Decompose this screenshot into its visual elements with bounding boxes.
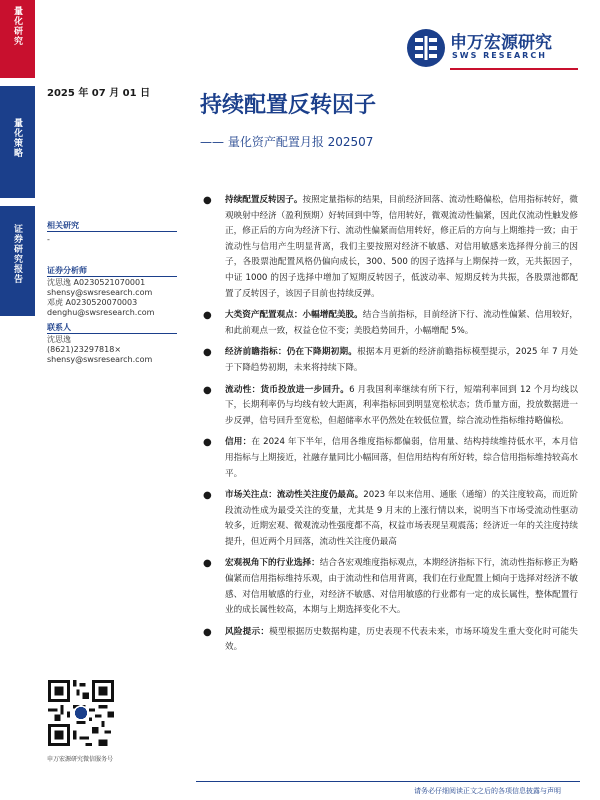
strip-segment-report-type xyxy=(0,206,35,316)
strip-segment-quant-strategy xyxy=(0,86,35,198)
analyst-line[interactable]: denghu@swsresearch.com xyxy=(47,308,155,317)
bullet-body: 在 2024 年下半年，信用各维度指标都偏弱，信用量、结构持续维持低水平，本月信用指标与上期接近，社融存量同比小幅回落，但信用结构有所好转，综合信用指标维持较高水平。 xyxy=(225,437,578,479)
related-research-value: - xyxy=(47,235,50,244)
contact-line: (8621)23297818× xyxy=(47,345,122,354)
bullet-head: 信用： xyxy=(225,437,252,448)
analyst-line: 沈思逸 A0230521070001 xyxy=(47,278,146,287)
side-strip xyxy=(0,0,35,800)
bullet-icon: ● xyxy=(203,490,212,502)
analyst-line[interactable]: shensy@swsresearch.com xyxy=(47,288,153,297)
contact-heading: 联系人 xyxy=(47,323,71,332)
bullet-body: 6 月我国利率继续有所下行，短端利率回到 12 个月均线以下，长期利率仍与均线有较大距离，利率指标回到明显宽松状态；货币量方面，投放数据进一步反弹，信号回升至宽松，但超储率水平仍然处在较低位置，综合流动性指标维持略偏松。 xyxy=(225,384,578,426)
summary-bullets xyxy=(202,193,578,662)
contact-line[interactable]: shensy@swsresearch.com xyxy=(47,355,153,364)
report-date: 2025 年 07 月 01 日 xyxy=(47,88,151,99)
bullet-item xyxy=(202,383,578,430)
logo-mark-icon xyxy=(406,28,446,68)
bullet-body: 2023 年以来信用、通胀（通缩）的关注度较高，而近阶段流动性成为最受关注的变量，尤其是 9 月末的上涨行情以来，说明当下市场受流动性驱动较多，近期宏观、微观流动性强度都不高，权益市场表现呈观震荡；经济近一年的关注度持续提升，但近两个月回落，流动性关注度仍最高 xyxy=(225,490,578,547)
logo-underline xyxy=(450,68,578,70)
divider xyxy=(47,333,177,334)
bullet-item xyxy=(202,556,578,618)
bullet-body: 按照定量指标的结果，目前经济回落、流动性略偏松，信用指标转好，微观映射中经济（盈利预期）好转回到中等，信用转好，微观流动性偏紧，因此仅流动性触发修正，修正后的方向为经济下行、流动性偏紧而信用转好，修正后的方向与上期维持一致；由于流动性与信用产生明显背离，我们主要按照对经济不敏感、对信用敏感来选择得分前三的因子，各股票池配置风格仍偏向成长，300、500 的因子选择与上期保持一致，无共振因子，中证 1000 的因子选择中增加了短期反转因子，低波动率、短期反转为共振，各股票池都配置了反转因子，该因子目前也持续反弹。 xyxy=(225,195,578,299)
strip-segment-quant-research xyxy=(0,0,35,78)
analyst-heading: 证券分析师 xyxy=(47,266,87,275)
disclaimer-footer[interactable]: 请务必仔细阅读正文之后的各项信息披露与声明 xyxy=(414,787,561,795)
report-title: 持续配置反转因子 xyxy=(200,93,377,118)
related-research-heading: 相关研究 xyxy=(47,221,79,230)
bullet-item xyxy=(202,345,578,376)
bullet-body: 模型根据历史数据构建，历史表现不代表未来，市场环境发生重大变化时可能失效。 xyxy=(225,626,578,653)
bullet-icon: ● xyxy=(203,310,212,322)
divider xyxy=(47,231,177,232)
footer-divider xyxy=(196,781,580,782)
contact-line: 沈思逸 xyxy=(47,335,71,344)
bullet-body: 结合当前指标，目前经济下行、流动性偏紧、信用较好，和此前观点一致，权益仓位不变；美股趋势回升，小幅增配 5%。 xyxy=(225,310,578,336)
report-subtitle: —— 量化资产配置月报 202507 xyxy=(200,135,374,149)
bullet-body: 结合各宏观维度指标观点，本期经济指标下行，流动性指标修正为略偏紧而信用指标维持乐观，由于流动性和信用背离，我们在行业配置上倾向于选择对经济不敏感、对信用敏感的行业，对经济不敏感、对信用敏感的行业都有一定的成长属性，整体配置行业的成长属性较高，本期与上期选择变化不大。 xyxy=(225,558,578,616)
bullet-head: 经济前瞻指标：仍在下降期初期。 xyxy=(225,347,358,358)
bullet-icon: ● xyxy=(203,347,212,359)
bullet-head: 大类资产配置观点：小幅增配美股。 xyxy=(225,310,363,321)
divider xyxy=(47,276,177,277)
bullet-body: 根据本月更新的经济前瞻指标模型提示，2025 年 7 月处于下降趋势初期，未来将持续下降。 xyxy=(225,347,578,373)
bullet-item xyxy=(202,308,578,339)
bullet-head: 持续配置反转因子。 xyxy=(225,195,303,205)
bullet-item xyxy=(202,435,578,482)
bullet-item xyxy=(202,488,578,550)
bullet-icon: ● xyxy=(203,626,212,638)
brand-logo xyxy=(406,28,578,76)
logo-english: SWS RESEARCH xyxy=(452,51,547,60)
strip-label: 证券研究报告 xyxy=(12,224,22,284)
bullet-head: 流动性：货币投放进一步回升。 xyxy=(225,384,350,395)
bullet-head: 风险提示： xyxy=(225,626,270,637)
bullet-head: 宏观视角下的行业选择： xyxy=(225,558,320,569)
bullet-item xyxy=(202,193,578,302)
bullet-icon: ● xyxy=(203,437,212,449)
strip-label: 量化研究 xyxy=(12,6,22,46)
bullet-head: 市场关注点：流动性关注度仍最高。 xyxy=(225,490,364,501)
qr-code-icon[interactable] xyxy=(48,680,114,746)
strip-label: 量化策略 xyxy=(12,118,22,158)
qr-caption: 申万宏源研究微信服务号 xyxy=(47,756,114,763)
logo-chinese: 申万宏源研究 xyxy=(450,33,552,53)
bullet-icon: ● xyxy=(203,195,212,206)
bullet-icon: ● xyxy=(203,384,212,396)
bullet-icon: ● xyxy=(203,558,212,570)
analyst-line: 邓虎 A0230520070003 xyxy=(47,298,138,307)
bullet-item xyxy=(202,625,578,656)
